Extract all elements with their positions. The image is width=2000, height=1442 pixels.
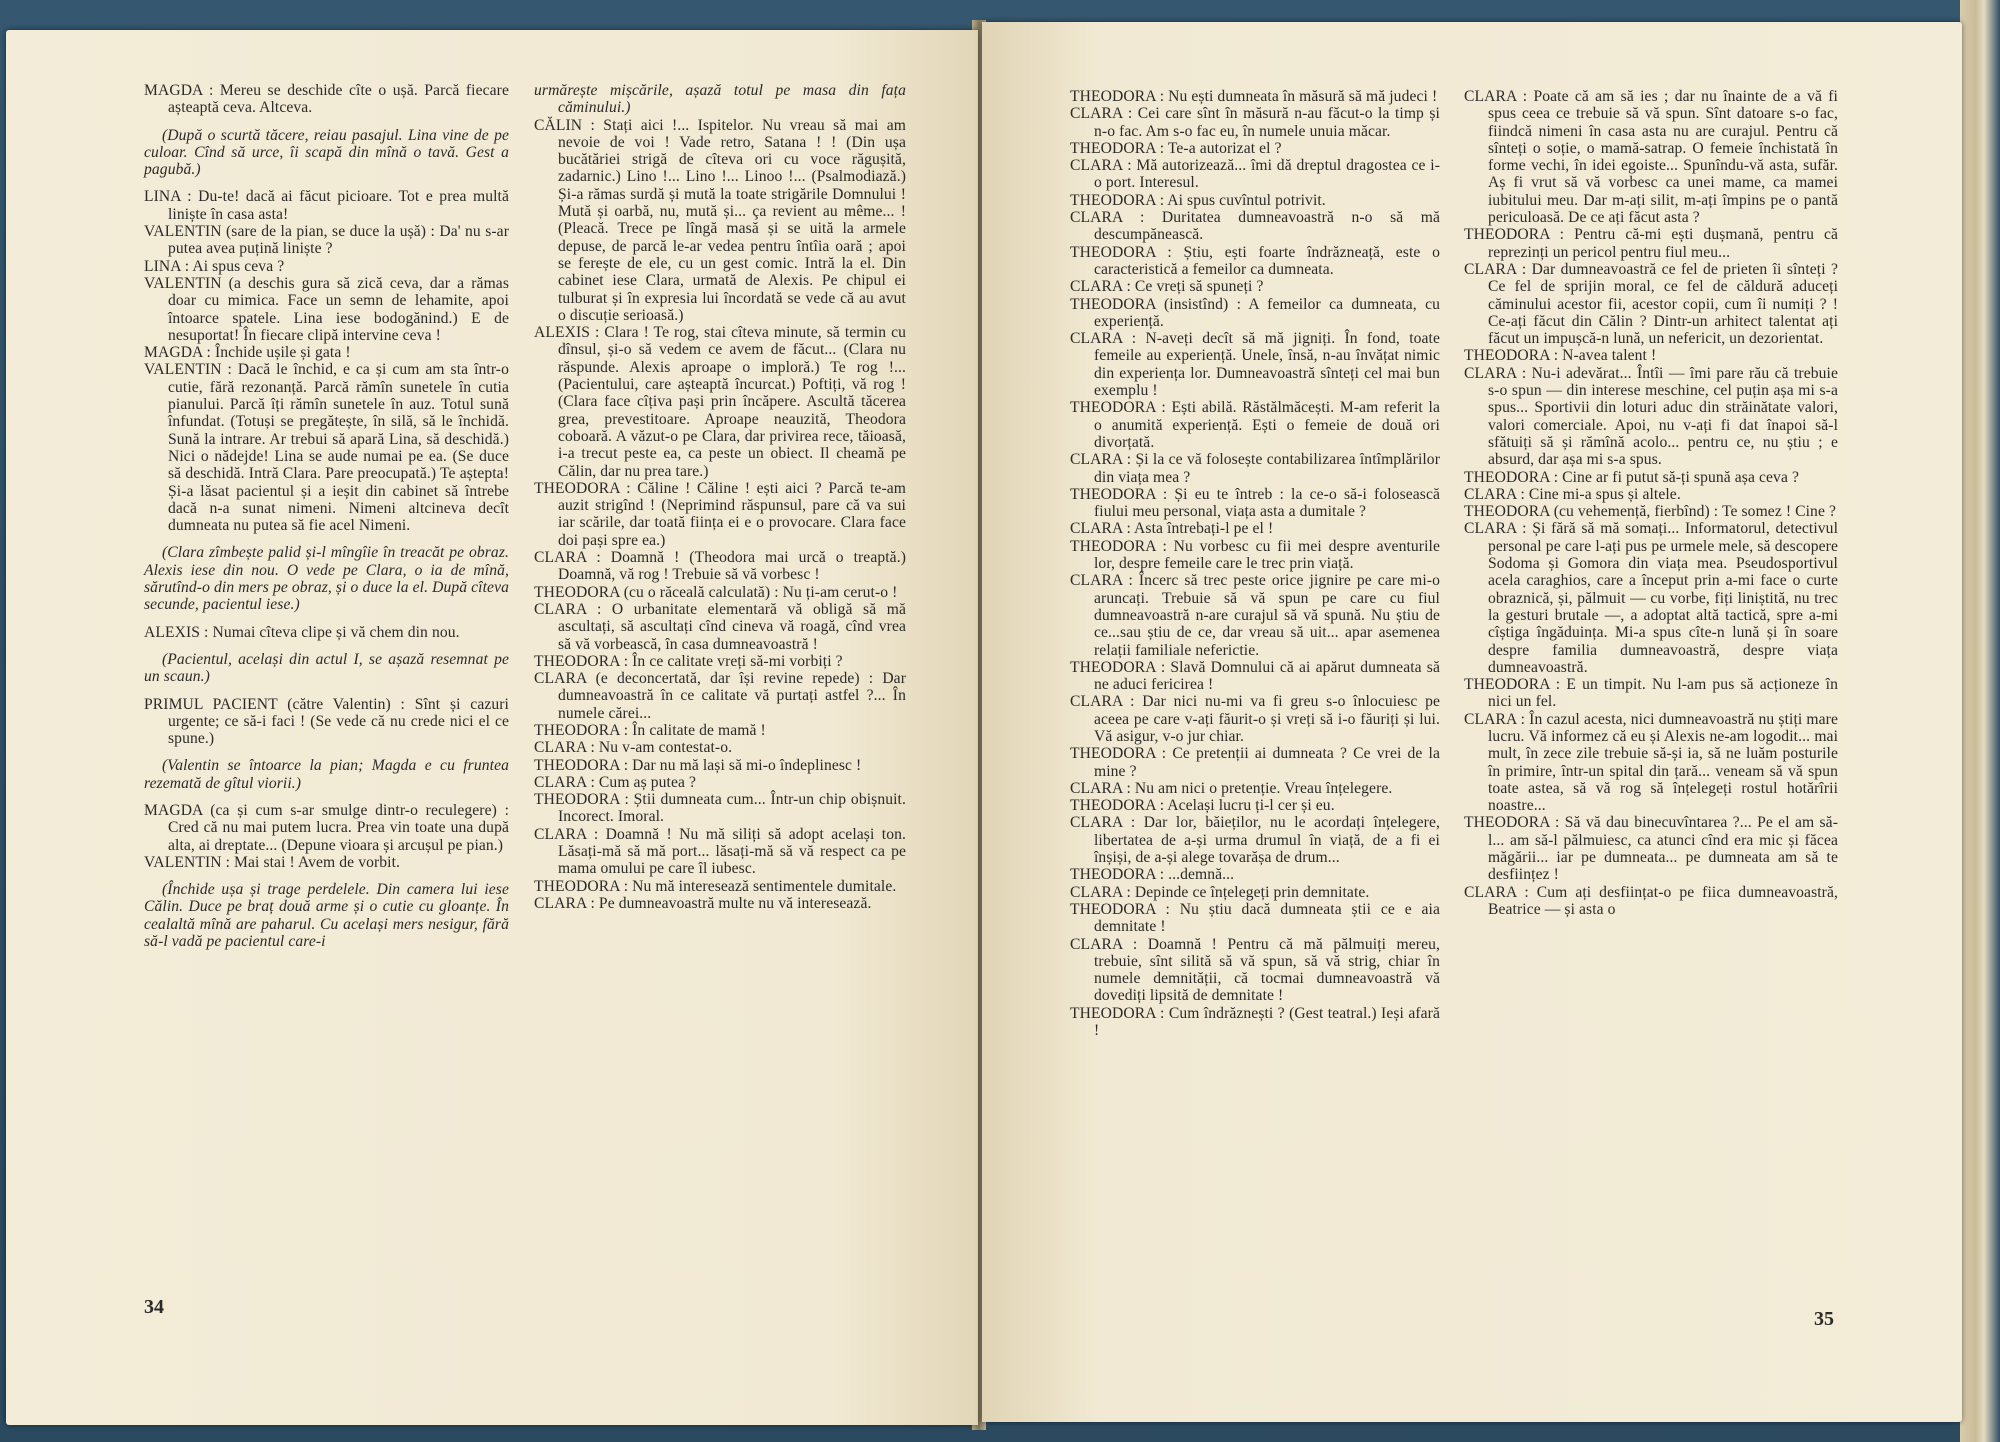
dialogue-line: THEODORA : Ce pretenții ai dumneata ? Ce vrei de la mine ? (1070, 745, 1440, 780)
dialogue-line: THEODORA : Să vă dau binecuvîntarea ?... Pe el am să-l... am să-l pălmuiesc, ca atunci cînd era mic și făcea măgării... iar pe dumneata... pe dumneata am să te desființez ! (1464, 814, 1838, 884)
dialogue-line: THEODORA : Căline ! Căline ! ești aici ? Parcă te-am auzit strigînd ! (Neprimind răspunsul, pare că va sui iar scările, dar toată ființa ei e o provocare. Clara face doi pași spre ea.) (534, 479, 906, 549)
dialogue-line: CLARA : Dar nici nu-mi va fi greu s-o înlocuiesc pe aceea pe care v-ați făurit-o și vreți să i-o făuriți și lui. Vă asigur, v-o jur chiar. (1070, 693, 1440, 745)
dialogue-line: CLARA : Mă autorizează... îmi dă dreptul dragostea ce i-o port. Interesul. (1070, 157, 1440, 192)
dialogue-line: CLARA : Cei care sînt în măsură n-au făcut-o la timp și n-o fac. Am s-o fac eu, în numele unuia măcar. (1070, 105, 1440, 140)
stage-direction: (Închide ușa și trage perdelele. Din camera lui iese Călin. Duce pe braț două arme și o cutie cu gloanțe. În cealaltă mînă are paharul. Cu același mers nesigur, fără să-l vadă pe pacientul care-i (144, 881, 509, 951)
dialogue-line: CLARA : Doamnă ! Nu mă siliți să adopt același ton. Lăsați-mă să mă port... lăsați-mă să vă respect ca pe mama omului pe care îl iubesc. (534, 825, 906, 878)
dialogue-line: LINA : Du-te! dacă ai făcut picioare. Tot e prea multă liniște în casa asta! (144, 188, 509, 223)
left-column-1 (144, 82, 509, 960)
dialogue-line: CLARA : În cazul acesta, nici dumneavoastră nu știți mare lucru. Vă informez că eu și Alexis ne-am logodit... mai mult, în zece zile trebuie să-și ia, să ne luăm posturile în primire, într-un spital din țară... veneam să vă spun toate astea, să vă rog să înțelegeți rostul hotărîrii noastre... (1464, 710, 1838, 815)
dialogue-line: VALENTIN : Dacă le închid, e ca și cum am sta într-o cutie, fără rezonanță. Parcă rămîn sunetele în cutia pianului. Parcă îți rămîn sunetele în auz. Totul sună înfundat. (Totuși se pregătește, în silă, să le închidă. Sună la intrare. Ar trebui să apară Lina, să deschidă.) Nici o nădejde! Lina se aude numai pe ea. (Se duce să deschidă. Intră Clara. Pare preocupată.) Te aștepta! Și-a lăsat pacientul și a ieșit din cabinet să întrebe dacă n-a sunat nimeni. Nimeni altcineva decît dumneata nu putea să fie acel Nimeni. (144, 361, 509, 535)
dialogue-line: THEODORA : Ești abilă. Răstălmăcești. M-am referit la o anumită experiență. Ești o femeie de două ori divorțată. (1070, 399, 1440, 451)
dialogue-line: THEODORA : Știu, ești foarte îndrăzneață, este o caracteristică a femeilor ca dumneata. (1070, 243, 1440, 278)
stage-direction: (Clara zîmbește palid și-l mîngîie în treacăt pe obraz. Alexis iese din nou. O vede pe Clara, o ia de mînă, sărutînd-o din mers pe obraz, și o duce la el. După cîteva secunde, pacientul iese.) (144, 544, 509, 614)
dialogue-line: CLARA : Cum ați desființat-o pe fiica dumneavoastră, Beatrice — și asta o (1464, 883, 1838, 918)
dialogue-line: CLARA : Asta întrebați-l pe el ! (1070, 520, 1274, 538)
dialogue-line: CLARA : Și la ce vă folosește contabilizarea întîmplărilor din viața mea ? (1070, 451, 1440, 486)
dialogue-line: THEODORA : Pentru că-mi ești dușmană, pentru că reprezinți un pericol pentru fiul meu... (1464, 226, 1838, 261)
dialogue-line: THEODORA : În calitate de mamă ! (534, 721, 766, 739)
dialogue-line: CLARA : Doamnă ! (Theodora mai urcă o treaptă.) Doamnă, vă rog ! Trebuie să vă vorbesc ! (534, 549, 906, 584)
dialogue-line: THEODORA (cu vehemență, fierbînd) : Te somez ! Cine ? (1464, 503, 1836, 521)
right-page (982, 22, 1962, 1422)
dialogue-line: LINA : Ai spus ceva ? (144, 257, 285, 275)
dialogue-line: CLARA : Cum aș putea ? (534, 773, 697, 791)
right-column-2 (1464, 88, 1838, 918)
dialogue-line: THEODORA : Nu vorbesc cu fii mei despre aventurile lor, despre femeile care le trec prin viață. (1070, 537, 1440, 573)
dialogue-line: MAGDA : Închide ușile și gata ! (144, 344, 351, 362)
dialogue-line: THEODORA (cu o răceală calculată) : Nu ți-am cerut-o ! (534, 583, 898, 601)
dialogue-line: CLARA : Poate că am să ies ; dar nu înainte de a vă fi spus ceea ce trebuie să vă spun. Sînt datoare s-o fac, fiindcă nimeni în casa asta nu are curajul. Pentru că sînteți o soție, o mamă-satrap. O femeie închistată în forme vechi, în idei egoiste... Spunîndu-vă asta, sufăr. Aș fi vrut să vă vorbesc ca unei mame, ca mamei iubitului meu. Dar m-ați silit, m-ați împins pe o pantă periculoasă. De ce ați făcut asta ? (1464, 88, 1838, 227)
dialogue-line: THEODORA : Și eu te întreb : la ce-o să-i folosească fiului meu personal, viața asta a dumitale ? (1070, 485, 1440, 521)
dialogue-line: THEODORA : Te-a autorizat el ? (1070, 139, 1282, 157)
dialogue-line: THEODORA : ...demnă... (1070, 866, 1235, 884)
stage-direction: (Pacientul, același din actul I, se așază resemnat pe un scaun.) (144, 650, 509, 686)
stage-direction: (Valentin se întoarce la pian; Magda e cu fruntea rezemată de gîtul viorii.) (144, 757, 509, 792)
dialogue-line: VALENTIN (a deschis gura să zică ceva, dar a rămas doar cu mimica. Face un semn de lehamite, apoi întoarce spatele. Lina iese bodogănind.) E de nesuportat! În fiecare clipă intervine ceva ! (144, 274, 509, 344)
dialogue-line: CLARA : Pe dumneavoastră multe nu vă interesează. (534, 894, 872, 912)
dialogue-line: THEODORA : Ai spus cuvîntul potrivit. (1070, 191, 1326, 209)
dialogue-line: VALENTIN (sare de la pian, se duce la ușă) : Da' nu s-ar putea avea puțină liniște ? (144, 223, 509, 258)
dialogue-line: CLARA : Duritatea dumneavoastră n-o să mă descumpănească. (1070, 209, 1440, 244)
dialogue-line: CLARA : Doamnă ! Pentru că mă pălmuiți mereu, trebuie, sînt silită să vă spun, să vă strig, chiar în numele demnității, că tocmai dumneavoastră vă dovediți lipsită de demnitate ! (1070, 935, 1440, 1005)
stage-direction: urmărește mișcările, așază totul pe masa din fața căminului.) (534, 82, 906, 117)
dialogue-line: PRIMUL PACIENT (către Valentin) : Sînt și cazuri urgente; ce să-i faci ! (Se vede că nu crede nici el ce spune.) (144, 695, 509, 748)
dialogue-line: CLARA : Încerc să trec peste orice jignire pe care mi-o aruncați. Trebuie să vă spun pe care cu fiul dumneavoastră n-are curajul să vă spună. Nu știu de ce...sau știu de ce, dar vreau să uit... apar asemenea relații familiale neferictie. (1070, 572, 1440, 659)
dialogue-line: ALEXIS : Clara ! Te rog, stai cîteva minute, să termin cu dînsul, și-o să vedem ce avem de făcut... (Clara nu răspunde. Alexis aproape o imploră.) Te rog !... (Pacientului, care așteaptă încurcat.) Poftiți, vă rog ! (Clara face cîțiva pași prin încăpere. Ascultă tăcerea grea, prevestitoare. Aproape neauzită, Theodora coboară. A văzut-o pe Clara, dar privirea rece, tăioasă, i-a trecut peste ea, ca peste un obiect. Il cheamă pe Călin, dar nu prea tare.) (534, 324, 906, 480)
dialogue-line: CLARA : Cine mi-a spus și altele. (1464, 485, 1681, 503)
dialogue-line: CLARA : Nu-i adevărat... Întîi — îmi pare rău că trebuie s-o spun — din interese meschine, cel puțin așa mi s-a spus... Sportivii din loturi aduc din străinătate valori, valori comerciale. Apoi, nu v-ați fi dat înapoi să-l sfătuiți să și rămînă acolo... pentru ce, nu știu ; e absurd, dar așa mi s-a spus. (1464, 364, 1838, 469)
left-page (6, 30, 978, 1425)
dialogue-line: THEODORA : Știi dumneata cum... Într-un chip obișnuit. Incorect. Imoral. (534, 791, 906, 826)
dialogue-line: CLARA : Depinde ce înțelegeți prin demnitate. (1070, 883, 1370, 901)
dialogue-line: THEODORA : Nu ești dumneata în măsură să mă judeci ! (1070, 88, 1438, 105)
page-number-left: 34 (144, 1296, 164, 1318)
dialogue-line: THEODORA : Cine ar fi putut să-ți spună așa ceva ? (1464, 468, 1799, 486)
dialogue-line: CLARA : O urbanitate elementară vă obligă să mă ascultați, să ascultați cînd cineva vă roagă, cînd vrea să vă vorbească, în casa dumneavoastră ! (534, 600, 906, 653)
dialogue-line: CLARA : N-aveți decît să mă jigniți. În fond, toate femeile au experiență. Unele, însă, n-au învățat nimic din experiența lor. Dumneavoastră sînteți cel mai bun exemplu ! (1070, 330, 1440, 400)
dialogue-line: CLARA : Ce vreți să spuneți ? (1070, 278, 1264, 296)
dialogue-line: THEODORA : Nu mă interesează sentimentele dumitale. (534, 877, 897, 895)
dialogue-line: THEODORA : Dar nu mă lași să mi-o îndeplinesc ! (534, 756, 862, 774)
dialogue-line: CLARA : Nu am nici o pretenție. Vreau înțelegere. (1070, 779, 1393, 797)
dialogue-line: THEODORA : N-avea talent ! (1464, 347, 1657, 365)
dialogue-line: THEODORA : În ce calitate vreți să-mi vorbiți ? (534, 652, 843, 670)
dialogue-line: VALENTIN : Mai stai ! Avem de vorbit. (144, 853, 401, 871)
dialogue-line: CLARA : Dar dumneavoastră ce fel de prieten îi sînteți ? Ce fel de sprijin moral, ce fel de căldură aduceți căminului acestor fii, acestor copii, cum îi numiți ? ! Ce-ați făcut din Călin ? Dintr-un arhitect talentat ați făcut un impușcă-n lună, un nefericit, un dezorientat. (1464, 260, 1838, 348)
dialogue-line: ALEXIS : Numai cîteva clipe și vă chem din nou. (144, 623, 460, 641)
stage-direction: (După o scurtă tăcere, reiau pasajul. Lina vine de pe culoar. Cînd să urce, îi scapă din mînă o tavă. Gest a pagubă.) (144, 126, 509, 179)
dialogue-line: CLARA (e deconcertată, dar își revine repede) : Dar dumneavoastră în ce calitate vă purtați astfel ?... În numele cărei... (534, 670, 906, 722)
dialogue-line: THEODORA (insistînd) : A femeilor ca dumneata, cu experiență. (1070, 295, 1440, 330)
dialogue-line: MAGDA (ca și cum s-ar smulge dintr-o reculegere) : Cred că nu mai putem lucra. Prea vin toate una după alta, ai dreptate... (Depune vioara și arcușul pe pian.) (144, 801, 509, 854)
dialogue-line: THEODORA : Cum îndrăznești ? (Gest teatral.) Ieși afară ! (1070, 1004, 1440, 1040)
dialogue-line: CLARA : Și fără să mă somați... Informatorul, detectivul personal pe care l-ați pus pe urmele mele, să descopere Sodoma și Gomora din viața mea. Pseudosportivul acela caraghios, care a început prin a-mi face o curte obraznică, și, pălmuit — cu vorbe, fiți liniștită, nu trec la gesturi brutale —, a adoptat altă tactică, spre a-mi cîștiga îngăduința. Mi-a spus cîte-n lună și în soare despre familia dumneavoastră, despre viața dumneavoastră. (1464, 520, 1838, 676)
dialogue-line: CLARA : Dar lor, băieților, nu le acordați înțelegere, libertatea de a-și urma drumul în viață, de a fi ei înșiși, de a-și alege tovarășa de drum... (1070, 814, 1440, 867)
dialogue-line: CLARA : Nu v-am contestat-o. (534, 739, 733, 757)
page-number-right: 35 (1814, 1308, 1834, 1330)
right-column-1 (1070, 88, 1440, 1039)
dialogue-line: THEODORA : Același lucru ți-l cer și eu. (1070, 797, 1335, 815)
dialogue-line: THEODORA : Nu știu dacă dumneata știi ce e aia demnitate ! (1070, 900, 1440, 936)
dialogue-line: THEODORA : E un timpit. Nu l-am pus să acționeze în nici un fel. (1464, 676, 1838, 711)
page-edges (1960, 0, 2000, 1442)
dialogue-line: MAGDA : Mereu se deschide cîte o ușă. Parcă fiecare așteaptă ceva. Altceva. (144, 82, 509, 117)
dialogue-line: CĂLIN : Stați aici !... Ispitelor. Nu vreau să mai am nevoie de voi ! Vade retro, Satana ! ! (Din ușa bucătăriei strigă de cîteva ori cu voce răgușită, zadarnic.) Lino !... Lino !... Linoo !... (Psalmodiază.) Și-a rămas surdă și mută la toate strigările Domnului ! Mută și oarbă, nu, mută și... ça revient au même... ! (Pleacă. Trece pe lîngă masă și se uită la armele depuse, de parcă le-ar vedea pentru întîia oară ; apoi se ferește de ele, cu un gest comic. Intră la el. Din cabinet iese Clara, urmată de Alexis. Pe chipul ei tulburat și în expresia lui încordată se vede că au avut o discuție serioasă.) (534, 116, 906, 324)
left-column-2 (534, 82, 906, 912)
dialogue-line: THEODORA : Slavă Domnului că ai apărut dumneata să ne aduci fericirea ! (1070, 658, 1440, 694)
